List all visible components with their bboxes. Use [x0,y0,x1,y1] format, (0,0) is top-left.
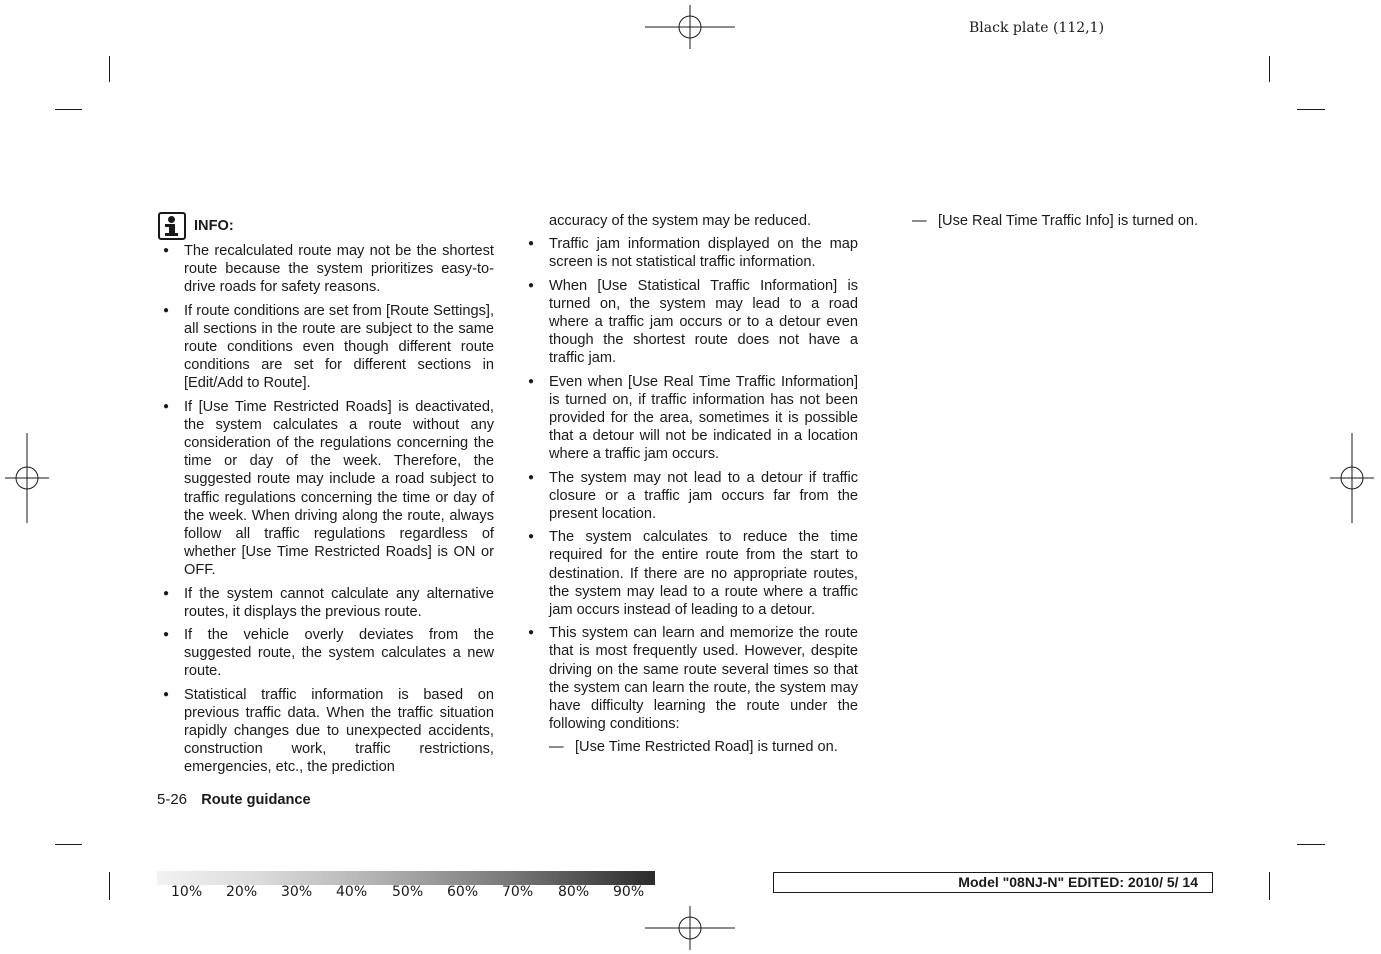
crop-mark [1269,872,1270,900]
dash-item: — [Use Time Restricted Road] is turned on. [523,738,858,756]
registration-mark-left [5,433,49,523]
percent-label: 50% [392,884,424,900]
percent-label: 80% [558,884,590,900]
info-header [158,212,494,240]
crop-mark [1297,844,1325,845]
percent-label: 70% [502,884,534,900]
percent-label: 20% [226,884,258,900]
crop-mark [109,872,110,900]
info-title: INFO: [194,217,234,234]
list-item: ● If the vehicle overly deviates from the suggested route, the system calculates a new route. [158,626,494,681]
list-item: ● The recalculated route may not be the shortest route because the system prioritizes easy-to-drive roads for safety reasons. [158,242,494,297]
list-item: ● The system calculates to reduce the time required for the entire route from the start to destination. If there are no appropriate routes, the system may lead to a route where a traffic jam occurs instead of leading to a detour. [523,528,858,619]
crop-mark [1297,109,1325,110]
list-item: ● Traffic jam information displayed on the map screen is not statistical traffic information. [523,235,858,271]
percent-label: 10% [171,884,203,900]
registration-mark-right [1330,433,1374,523]
column-2 [523,212,858,757]
dash-item: — [Use Real Time Traffic Info] is turned on. [912,212,1232,230]
plate-label: Black plate (112,1) [969,20,1105,36]
list-item: ● The system may not lead to a detour if traffic closure or a traffic jam occurs far from the present location. [523,469,858,524]
list-item: ● If route conditions are set from [Route Settings], all sections in the route are subject to the same route conditions even though different route conditions are set for different sections in [Edit/Add to Route]. [158,302,494,393]
list-item: ● Statistical traffic information is based on previous traffic data. When the traffic situation rapidly changes due to unexpected accidents, construction work, traffic restrictions, emergencies, etc., the prediction [158,686,494,777]
registration-mark-bottom [645,906,735,950]
info-icon [158,212,186,240]
list-item: ● If [Use Time Restricted Roads] is deactivated, the system calculates a route without any consideration of the regulations concerning the time or day of the week. Therefore, the suggested route may include a road subject to traffic regulations concerning the time or day of the week. When driving along the route, always follow all traffic regulations regardless of whether [Use Time Restricted Roads] is ON or OFF. [158,398,494,580]
continued-text: accuracy of the system may be reduced. [549,213,811,229]
section-name: Route guidance [201,792,311,808]
crop-mark [1269,56,1270,82]
list-item: ● If the system cannot calculate any alternative routes, it displays the previous route. [158,585,494,621]
registration-mark-top [645,5,735,49]
crop-mark [55,109,82,110]
list-item: ● Even when [Use Real Time Traffic Information] is turned on, if traffic information has not been provided for the area, sometimes it is possible that a detour will not be indicated in a location where a traffic jam occurs. [523,373,858,464]
list-item: ● When [Use Statistical Traffic Information] is turned on, the system may lead to a road where a traffic jam occurs or to a detour even though the shortest route does not have a traffic jam. [523,277,858,368]
model-edited-box: Model "08NJ-N" EDITED: 2010/ 5/ 14 [773,872,1213,893]
percent-label: 30% [281,884,313,900]
list-item: ● This system can learn and memorize the route that is most frequently used. However, despite driving on the same route several times so that the system can learn the route, the system may have difficulty learning the route under the following conditions: [523,624,858,733]
crop-mark [109,56,110,82]
gray-scale-bar [157,871,655,885]
percent-label: 60% [447,884,479,900]
crop-mark [55,844,82,845]
info-list [158,242,494,777]
info-list-continued [523,235,858,733]
page-footer [157,791,311,808]
column-3 [912,212,1232,230]
page-number: 5-26 [157,791,188,808]
percent-label: 40% [336,884,368,900]
percent-label: 90% [613,884,645,900]
column-1 [158,212,494,777]
